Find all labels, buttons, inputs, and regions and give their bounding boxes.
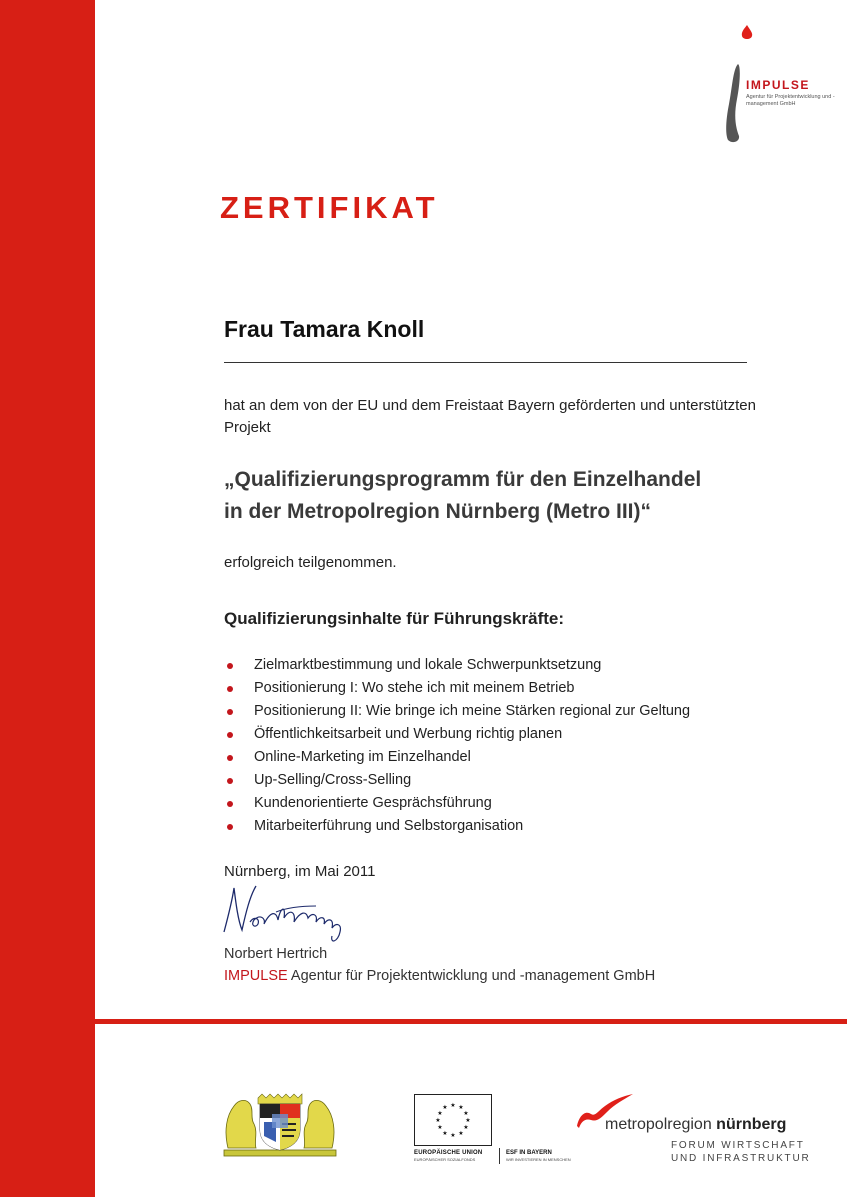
program-title-line2: in der Metropolregion Nürnberg (Metro III)“ — [224, 500, 651, 523]
svg-text:★: ★ — [442, 1130, 448, 1137]
eu-subtitle: EUROPÄISCHER SOZIALFONDS — [414, 1157, 476, 1162]
topics-list — [224, 654, 690, 838]
list-item: Positionierung II: Wie bringe ich meine Stärken regional zur Geltung — [224, 700, 690, 723]
bullet-icon — [227, 778, 233, 784]
org-brand: IMPULSE — [224, 968, 288, 984]
bullet-icon — [227, 732, 233, 738]
bullet-icon — [227, 709, 233, 715]
bullet-icon — [227, 755, 233, 761]
bullet-icon — [227, 663, 233, 669]
list-item: Zielmarktbestimmung und lokale Schwerpunktsetzung — [224, 654, 690, 677]
impulse-logo — [706, 18, 836, 148]
svg-text:★: ★ — [437, 1110, 443, 1117]
eu-title: EUROPÄISCHE UNION — [414, 1150, 483, 1156]
list-item: Up-Selling/Cross-Selling — [224, 769, 690, 792]
svg-text:★: ★ — [458, 1104, 464, 1111]
svg-text:★: ★ — [450, 1102, 456, 1109]
svg-text:★: ★ — [437, 1124, 443, 1131]
svg-text:★: ★ — [465, 1117, 471, 1124]
footer-red-rule — [95, 1019, 847, 1024]
svg-text:★: ★ — [463, 1110, 469, 1117]
bullet-icon — [227, 801, 233, 807]
metropolregion-logo — [575, 1092, 815, 1167]
signer-organization — [224, 968, 655, 984]
signer-name: Norbert Hertrich — [224, 946, 328, 962]
eu-flag-icon — [414, 1094, 492, 1146]
impulse-subtitle: Agentur für Projektentwicklung und -management GmbH — [746, 94, 835, 107]
metropolregion-name: metropolregion nürnberg — [605, 1116, 787, 1133]
list-item: Öffentlichkeitsarbeit und Werbung richtig planen — [224, 723, 690, 746]
program-title — [224, 464, 784, 528]
bavarian-coat-of-arms-icon — [220, 1092, 340, 1158]
svg-text:★: ★ — [442, 1104, 448, 1111]
bullet-icon — [227, 824, 233, 830]
svg-text:★: ★ — [463, 1124, 469, 1131]
esf-subtitle: WIR INVESTIEREN IN MENSCHEN — [506, 1157, 571, 1162]
program-title-line1: „Qualifizierungsprogramm für den Einzelhandel — [224, 468, 702, 491]
certificate-title: ZERTIFIKAT — [220, 190, 439, 225]
esf-title: ESF IN BAYERN — [506, 1150, 552, 1156]
signature-icon — [220, 882, 360, 946]
place-date: Nürnberg, im Mai 2011 — [224, 863, 376, 880]
metropolregion-line2: UND INFRASTRUKTUR — [671, 1153, 811, 1164]
svg-text:★: ★ — [450, 1132, 456, 1139]
org-name: Agentur für Projektentwicklung und -management GmbH — [287, 968, 656, 984]
svg-text:★: ★ — [458, 1130, 464, 1137]
svg-text:★: ★ — [435, 1117, 441, 1124]
topics-heading: Qualifizierungsinhalte für Führungskräfte: — [224, 609, 565, 628]
impulse-brand: IMPULSE — [746, 78, 810, 92]
list-item: Kundenorientierte Gesprächsführung — [224, 792, 690, 815]
bullet-icon — [227, 686, 233, 692]
list-item: Online-Marketing im Einzelhandel — [224, 746, 690, 769]
recipient-name: Frau Tamara Knoll — [224, 316, 425, 342]
list-item: Mitarbeiterführung und Selbstorganisation — [224, 815, 690, 838]
impulse-flame-icon — [741, 25, 753, 41]
metropolregion-line1: FORUM WIRTSCHAFT — [671, 1140, 805, 1151]
eu-esf-logo — [414, 1094, 594, 1166]
name-underline — [224, 362, 747, 363]
left-red-band — [0, 0, 95, 1197]
list-item: Positionierung I: Wo stehe ich mit meinem Betrieb — [224, 677, 690, 700]
success-text: erfolgreich teilgenommen. — [224, 554, 397, 571]
impulse-brush-stroke-icon — [723, 64, 745, 144]
intro-text: hat an dem von der EU und dem Freistaat Bayern geförderten und unterstützten Projekt — [224, 397, 756, 436]
eu-divider — [499, 1148, 500, 1164]
